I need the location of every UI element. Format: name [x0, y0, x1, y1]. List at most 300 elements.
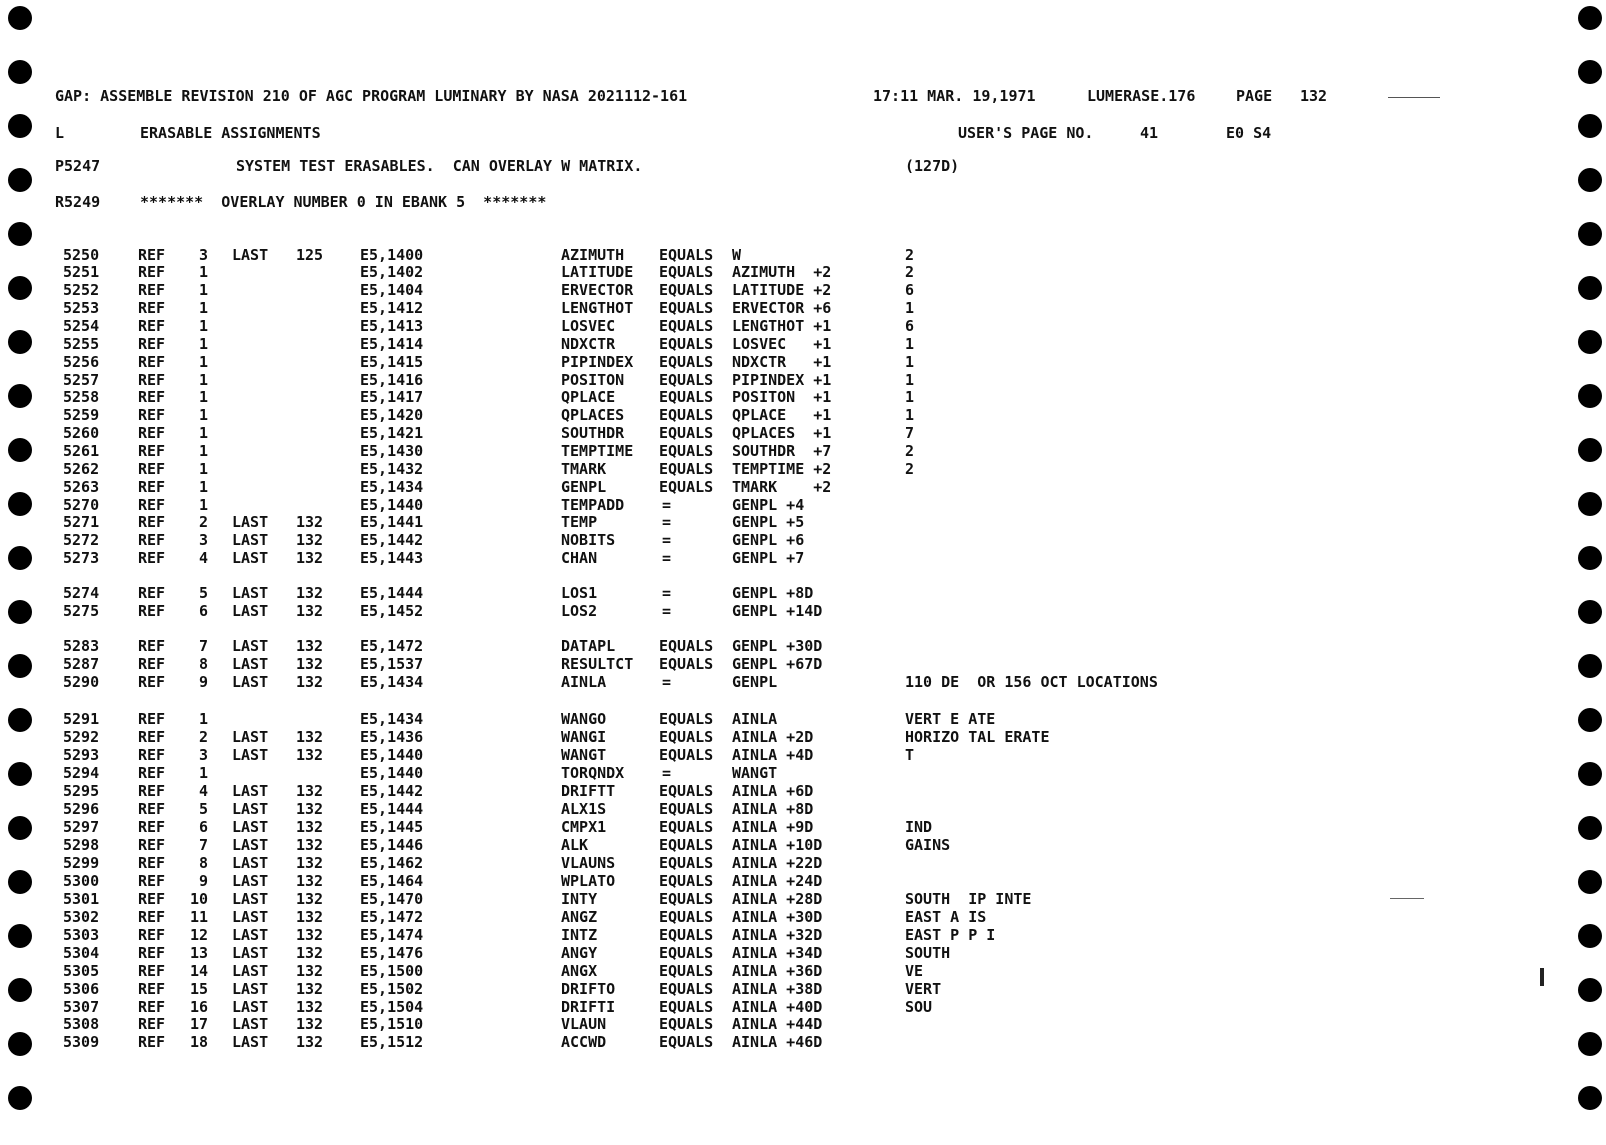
row-symbol: ANGZ [561, 908, 598, 926]
row-operand: AINLA +32D [732, 926, 823, 944]
row-address: E5,1434 [360, 710, 424, 728]
row-comment: 1 [905, 388, 915, 406]
row-last-page: 132 [296, 549, 324, 567]
row-operator: EQUALS [659, 281, 714, 299]
row-ref: REF [138, 388, 166, 406]
row-comment: 7 [905, 424, 915, 442]
row-operator: EQUALS [659, 424, 714, 442]
row-last: LAST [232, 602, 269, 620]
row-ref-count: 13 [189, 944, 208, 962]
row-operator: EQUALS [659, 800, 714, 818]
row-operand: AINLA +2D [732, 728, 814, 746]
row-symbol: TORQNDX [561, 764, 625, 782]
row-last: LAST [232, 890, 269, 908]
stray-dash-mark [1390, 898, 1424, 899]
row-comment: 6 [905, 281, 915, 299]
row-address: E5,1413 [360, 317, 424, 335]
row-symbol: CHAN [561, 549, 598, 567]
row-ref: REF [138, 1033, 166, 1051]
table-row [0, 998, 1606, 1016]
row-symbol: WANGI [561, 728, 607, 746]
row-line-number: 5300 [63, 872, 100, 890]
row-symbol: DRIFTT [561, 782, 616, 800]
row-symbol: NOBITS [561, 531, 616, 549]
table-row [0, 800, 1606, 818]
row-address: E5,1442 [360, 782, 424, 800]
row-operand: POSITON +1 [732, 388, 832, 406]
table-row [0, 890, 1606, 908]
row-ref-count: 1 [198, 353, 208, 371]
row-symbol: RESULTCT [561, 655, 634, 673]
row-symbol: NDXCTR [561, 335, 616, 353]
row-operand: AINLA +30D [732, 908, 823, 926]
row-last-page: 132 [296, 908, 324, 926]
row-last: LAST [232, 746, 269, 764]
row-ref: REF [138, 962, 166, 980]
row-symbol: POSITON [561, 371, 625, 389]
row-ref-count: 5 [198, 800, 208, 818]
row-last-page: 132 [296, 854, 324, 872]
row-ref-count: 1 [198, 388, 208, 406]
row-last: LAST [232, 655, 269, 673]
row-last-page: 132 [296, 584, 324, 602]
row-ref: REF [138, 406, 166, 424]
row-operand: GENPL +30D [732, 637, 823, 655]
row-ref: REF [138, 353, 166, 371]
table-row [0, 353, 1606, 371]
row-symbol: DATAPL [561, 637, 616, 655]
row-ref: REF [138, 637, 166, 655]
row-last: LAST [232, 962, 269, 980]
table-row [0, 424, 1606, 442]
row-address: E5,1434 [360, 673, 424, 691]
row-last: LAST [232, 944, 269, 962]
row-address: E5,1472 [360, 637, 424, 655]
row-operator: = [662, 584, 672, 602]
row-address: E5,1446 [360, 836, 424, 854]
row-comment: 110 DE OR 156 OCT LOCATIONS [905, 673, 1158, 691]
row-symbol: DRIFTI [561, 998, 616, 1016]
row-comment: 2 [905, 442, 915, 460]
row-last-page: 132 [296, 782, 324, 800]
row-address: E5,1464 [360, 872, 424, 890]
row-last-page: 125 [296, 246, 324, 264]
table-row [0, 406, 1606, 424]
row-ref: REF [138, 584, 166, 602]
row-operator: EQUALS [659, 655, 714, 673]
table-row [0, 782, 1606, 800]
row-ref: REF [138, 281, 166, 299]
row-line-number: 5263 [63, 478, 100, 496]
row-ref: REF [138, 673, 166, 691]
row-ref: REF [138, 299, 166, 317]
row-line-number: 5299 [63, 854, 100, 872]
row-symbol: LOS2 [561, 602, 598, 620]
row-line-number: 5303 [63, 926, 100, 944]
table-row [0, 496, 1606, 514]
row-last: LAST [232, 728, 269, 746]
row-operator: = [662, 513, 672, 531]
row-operand: AINLA +6D [732, 782, 814, 800]
row-operand: AINLA +38D [732, 980, 823, 998]
row-line-number: 5296 [63, 800, 100, 818]
row-address: E5,1470 [360, 890, 424, 908]
row-ref-count: 1 [198, 317, 208, 335]
row-last-page: 132 [296, 800, 324, 818]
row-last: LAST [232, 531, 269, 549]
row-symbol: LOS1 [561, 584, 598, 602]
row-ref-count: 1 [198, 424, 208, 442]
row-line-number: 5259 [63, 406, 100, 424]
row-last-page: 132 [296, 872, 324, 890]
row-ref-count: 1 [198, 263, 208, 281]
row-line-number: 5291 [63, 710, 100, 728]
row-operator: EQUALS [659, 836, 714, 854]
row-operand: AINLA +34D [732, 944, 823, 962]
row-line-number: 5257 [63, 371, 100, 389]
row-operator: EQUALS [659, 926, 714, 944]
row-last-page: 132 [296, 1033, 324, 1051]
row-operand: AINLA +22D [732, 854, 823, 872]
row-last: LAST [232, 1033, 269, 1051]
row-ref: REF [138, 655, 166, 673]
table-row [0, 728, 1606, 746]
row-last: LAST [232, 782, 269, 800]
stray-bar-mark [1540, 968, 1544, 986]
row-address: E5,1436 [360, 728, 424, 746]
row-operand: LENGTHOT +1 [732, 317, 832, 335]
row-operand: AINLA +8D [732, 800, 814, 818]
row-comment: 1 [905, 299, 915, 317]
row-operator: EQUALS [659, 962, 714, 980]
table-row [0, 317, 1606, 335]
row-line-number: 5306 [63, 980, 100, 998]
row-address: E5,1430 [360, 442, 424, 460]
row-ref: REF [138, 944, 166, 962]
row-line-number: 5287 [63, 655, 100, 673]
row-address: E5,1414 [360, 335, 424, 353]
row-last-page: 132 [296, 926, 324, 944]
row-ref-count: 1 [198, 710, 208, 728]
row-comment: 1 [905, 406, 915, 424]
row-last: LAST [232, 854, 269, 872]
row-ref-count: 12 [189, 926, 208, 944]
row-ref-count: 8 [198, 655, 208, 673]
row-comment: EAST A IS [905, 908, 987, 926]
row-symbol: ACCWD [561, 1033, 607, 1051]
row-last-page: 132 [296, 513, 324, 531]
row-last-page: 132 [296, 818, 324, 836]
row-last-page: 132 [296, 655, 324, 673]
row-symbol: VLAUN [561, 1015, 607, 1033]
row-symbol: TMARK [561, 460, 607, 478]
row-line-number: 5301 [63, 890, 100, 908]
row-operand: SOUTHDR +7 [732, 442, 832, 460]
table-row [0, 1033, 1606, 1051]
row-address: E5,1420 [360, 406, 424, 424]
table-row [0, 926, 1606, 944]
row-last-page: 132 [296, 637, 324, 655]
row-operand: AINLA +9D [732, 818, 814, 836]
row-address: E5,1440 [360, 764, 424, 782]
comment-line-number: P5247 [55, 157, 101, 175]
row-operand: TEMPTIME +2 [732, 460, 832, 478]
subheader-marker: L [55, 124, 65, 142]
row-operator: EQUALS [659, 442, 714, 460]
row-ref-count: 17 [189, 1015, 208, 1033]
row-comment: 2 [905, 246, 915, 264]
row-address: E5,1502 [360, 980, 424, 998]
table-row [0, 531, 1606, 549]
row-last-page: 132 [296, 728, 324, 746]
row-address: E5,1504 [360, 998, 424, 1016]
row-line-number: 5255 [63, 335, 100, 353]
row-operator: EQUALS [659, 980, 714, 998]
row-line-number: 5275 [63, 602, 100, 620]
row-operand: LATITUDE +2 [732, 281, 832, 299]
row-ref-count: 9 [198, 673, 208, 691]
row-ref: REF [138, 890, 166, 908]
header-timestamp: 17:11 MAR. 19,1971 [873, 87, 1036, 105]
row-operator: EQUALS [659, 460, 714, 478]
row-operator: EQUALS [659, 890, 714, 908]
row-operator: EQUALS [659, 710, 714, 728]
table-row [0, 1015, 1606, 1033]
row-ref: REF [138, 782, 166, 800]
row-line-number: 5258 [63, 388, 100, 406]
row-operator: = [662, 496, 672, 514]
row-operand: AZIMUTH +2 [732, 263, 832, 281]
row-address: E5,1415 [360, 353, 424, 371]
row-operand: GENPL +14D [732, 602, 823, 620]
row-comment: VERT E ATE [905, 710, 996, 728]
row-operator: EQUALS [659, 998, 714, 1016]
row-last: LAST [232, 673, 269, 691]
row-line-number: 5308 [63, 1015, 100, 1033]
row-operator: EQUALS [659, 317, 714, 335]
row-ref: REF [138, 998, 166, 1016]
row-symbol: AZIMUTH [561, 246, 625, 264]
row-ref-count: 5 [198, 584, 208, 602]
row-last: LAST [232, 836, 269, 854]
comment-line-text: ******* OVERLAY NUMBER 0 IN EBANK 5 ******* [140, 193, 547, 211]
row-symbol: GENPL [561, 478, 607, 496]
table-row [0, 246, 1606, 264]
row-ref: REF [138, 442, 166, 460]
row-comment: SOUTH [905, 944, 951, 962]
table-row [0, 872, 1606, 890]
row-address: E5,1416 [360, 371, 424, 389]
row-address: E5,1440 [360, 746, 424, 764]
users-page-label: USER'S PAGE NO. [958, 124, 1094, 142]
table-row [0, 281, 1606, 299]
row-comment: 2 [905, 263, 915, 281]
row-line-number: 5304 [63, 944, 100, 962]
row-last: LAST [232, 980, 269, 998]
row-symbol: ANGY [561, 944, 598, 962]
table-row [0, 388, 1606, 406]
row-operator: EQUALS [659, 746, 714, 764]
row-ref-count: 3 [198, 246, 208, 264]
row-comment: SOUTH IP INTE [905, 890, 1032, 908]
row-last-page: 132 [296, 602, 324, 620]
row-ref: REF [138, 335, 166, 353]
row-symbol: ERVECTOR [561, 281, 634, 299]
row-operand: GENPL +6 [732, 531, 805, 549]
row-last-page: 132 [296, 962, 324, 980]
row-symbol: TEMP [561, 513, 598, 531]
row-line-number: 5273 [63, 549, 100, 567]
table-row [0, 710, 1606, 728]
row-address: E5,1444 [360, 584, 424, 602]
row-operator: EQUALS [659, 353, 714, 371]
row-operand: AINLA +24D [732, 872, 823, 890]
row-operand: GENPL +5 [732, 513, 805, 531]
row-last: LAST [232, 513, 269, 531]
row-last-page: 132 [296, 1015, 324, 1033]
row-ref: REF [138, 424, 166, 442]
row-operand: NDXCTR +1 [732, 353, 832, 371]
row-address: E5,1421 [360, 424, 424, 442]
row-symbol: VLAUNS [561, 854, 616, 872]
row-ref: REF [138, 531, 166, 549]
row-last-page: 132 [296, 673, 324, 691]
row-comment: T [905, 746, 915, 764]
row-symbol: WPLATO [561, 872, 616, 890]
row-ref-count: 1 [198, 406, 208, 424]
row-operand: AINLA +36D [732, 962, 823, 980]
row-ref-count: 6 [198, 818, 208, 836]
table-row [0, 299, 1606, 317]
row-ref: REF [138, 602, 166, 620]
row-comment: IND [905, 818, 933, 836]
row-operator: = [662, 673, 672, 691]
row-comment: EAST P P I [905, 926, 996, 944]
row-line-number: 5262 [63, 460, 100, 478]
table-row [0, 460, 1606, 478]
row-ref-count: 3 [198, 531, 208, 549]
row-ref: REF [138, 836, 166, 854]
row-ref: REF [138, 854, 166, 872]
table-row [0, 584, 1606, 602]
row-line-number: 5272 [63, 531, 100, 549]
comment-line-number: R5249 [55, 193, 101, 211]
row-ref-count: 10 [189, 890, 208, 908]
row-address: E5,1440 [360, 496, 424, 514]
row-ref: REF [138, 496, 166, 514]
row-comment: VERT [905, 980, 942, 998]
row-line-number: 5252 [63, 281, 100, 299]
table-row [0, 478, 1606, 496]
row-address: E5,1444 [360, 800, 424, 818]
row-operand: GENPL +67D [732, 655, 823, 673]
row-ref-count: 2 [198, 728, 208, 746]
subheader-code: E0 S4 [1226, 124, 1272, 142]
row-operator: EQUALS [659, 872, 714, 890]
row-operator: EQUALS [659, 1033, 714, 1051]
row-operand: AINLA +44D [732, 1015, 823, 1033]
row-last-page: 132 [296, 531, 324, 549]
row-operator: EQUALS [659, 854, 714, 872]
row-address: E5,1476 [360, 944, 424, 962]
row-operator: EQUALS [659, 388, 714, 406]
row-last-page: 132 [296, 890, 324, 908]
table-row [0, 442, 1606, 460]
row-address: E5,1417 [360, 388, 424, 406]
row-symbol: ANGX [561, 962, 598, 980]
table-row [0, 944, 1606, 962]
table-row [0, 655, 1606, 673]
row-ref-count: 1 [198, 496, 208, 514]
row-ref-count: 7 [198, 836, 208, 854]
row-operand: GENPL +8D [732, 584, 814, 602]
row-ref-count: 4 [198, 782, 208, 800]
row-line-number: 5283 [63, 637, 100, 655]
row-ref-count: 16 [189, 998, 208, 1016]
row-ref: REF [138, 746, 166, 764]
row-address: E5,1445 [360, 818, 424, 836]
row-operator: EQUALS [659, 299, 714, 317]
comment-line-text: SYSTEM TEST ERASABLES. CAN OVERLAY W MATRIX. [236, 157, 643, 175]
row-last: LAST [232, 908, 269, 926]
row-line-number: 5294 [63, 764, 100, 782]
row-symbol: LENGTHOT [561, 299, 634, 317]
row-ref: REF [138, 980, 166, 998]
row-last-page: 132 [296, 746, 324, 764]
row-comment: 6 [905, 317, 915, 335]
table-row [0, 513, 1606, 531]
row-ref: REF [138, 246, 166, 264]
row-operand: AINLA +40D [732, 998, 823, 1016]
row-address: E5,1510 [360, 1015, 424, 1033]
row-ref-count: 2 [198, 513, 208, 531]
row-ref: REF [138, 872, 166, 890]
row-ref: REF [138, 478, 166, 496]
row-last-page: 132 [296, 944, 324, 962]
row-last: LAST [232, 637, 269, 655]
row-operand: GENPL +7 [732, 549, 805, 567]
row-line-number: 5260 [63, 424, 100, 442]
table-row [0, 764, 1606, 782]
row-address: E5,1441 [360, 513, 424, 531]
row-symbol: WANGT [561, 746, 607, 764]
row-symbol: QPLACE [561, 388, 616, 406]
row-ref-count: 1 [198, 764, 208, 782]
row-address: E5,1443 [360, 549, 424, 567]
table-row [0, 746, 1606, 764]
header-file: LUMERASE.176 [1087, 87, 1196, 105]
row-comment: VE [905, 962, 924, 980]
row-comment: 2 [905, 460, 915, 478]
row-line-number: 5290 [63, 673, 100, 691]
row-ref-count: 3 [198, 746, 208, 764]
row-symbol: ALK [561, 836, 589, 854]
table-row [0, 980, 1606, 998]
table-row [0, 335, 1606, 353]
row-operator: = [662, 764, 672, 782]
row-line-number: 5309 [63, 1033, 100, 1051]
row-operand: QPLACE +1 [732, 406, 832, 424]
row-operand: AINLA +28D [732, 890, 823, 908]
table-row [0, 962, 1606, 980]
row-operand: QPLACES +1 [732, 424, 832, 442]
row-operand: TMARK +2 [732, 478, 832, 496]
row-ref-count: 1 [198, 371, 208, 389]
row-operand: ERVECTOR +6 [732, 299, 832, 317]
row-operator: EQUALS [659, 335, 714, 353]
row-address: E5,1472 [360, 908, 424, 926]
row-ref: REF [138, 908, 166, 926]
